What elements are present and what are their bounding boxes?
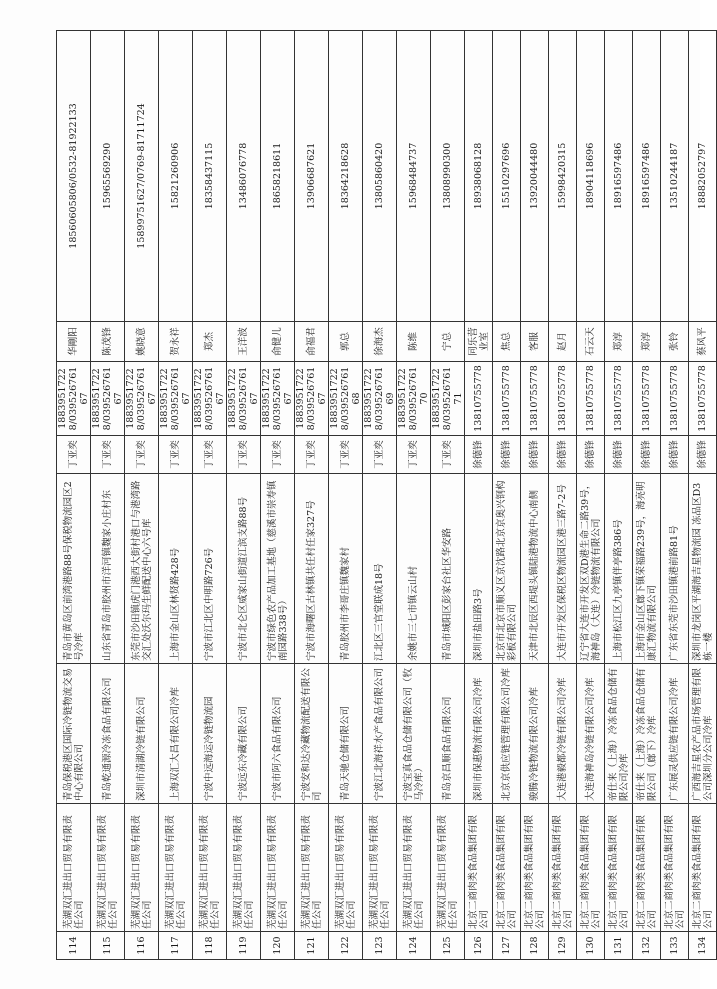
row-number-cell: 114 — [57, 932, 91, 960]
row-number-cell: 120 — [261, 932, 295, 960]
row-number-cell: 122 — [329, 932, 363, 960]
owner-contact-phone-cell: 13810755778 — [689, 362, 717, 436]
warehouse-name-cell: 宁波宝真食品仓储有限公司（牧马冷库） — [397, 664, 431, 804]
owner-contact-phone-cell: 18839517228/03952676167 — [193, 362, 227, 436]
owner-contact-name-cell: 徐德锋 — [661, 436, 689, 474]
row-number-cell: 130 — [577, 932, 605, 960]
owner-contact-phone-cell: 13810755778 — [605, 362, 633, 436]
client-company-cell: 芜湖双汇进出口贸易有限责任公司 — [431, 804, 465, 932]
warehouse-address-cell: 上海市松江区九亭镇伴亭路386号 — [605, 474, 633, 664]
owner-contact-name-cell: 徐德锋 — [605, 436, 633, 474]
table-row — [493, 31, 521, 960]
warehouse-name-cell: 大连港毅都冷链有限公司冷库 — [549, 664, 577, 804]
row-number-cell: 118 — [193, 932, 227, 960]
row-number-cell: 116 — [125, 932, 159, 960]
warehouse-contact-phone-cell: 18938068128 — [465, 31, 493, 322]
warehouse-contact-name-cell: 陈茂锋 — [91, 322, 125, 362]
warehouse-contact-name-cell: 客服 — [521, 322, 549, 362]
table-row — [465, 31, 493, 960]
client-company-cell: 芜湖双汇进出口贸易有限责任公司 — [125, 804, 159, 932]
warehouse-address-cell: 余姚市三七市镇云山村 — [397, 474, 431, 664]
client-company-cell: 芜湖双汇进出口贸易有限责任公司 — [261, 804, 295, 932]
warehouse-name-cell: 骏腾冷链物流有限公司冷库 — [521, 664, 549, 804]
warehouse-contact-phone-cell: 13808990300 — [431, 31, 465, 322]
warehouse-address-cell: 宁波市海曙区古林镇共任村任家327号 — [295, 474, 329, 664]
warehouse-contact-phone-cell: 15899751627/0769-81711724 — [125, 31, 159, 322]
owner-contact-name-cell: 丁亚奕 — [431, 436, 465, 474]
client-company-cell: 北京二商肉类食品集团有限公司 — [605, 804, 633, 932]
owner-contact-name-cell: 丁亚奕 — [57, 436, 91, 474]
client-company-cell: 北京二商肉类食品集团有限公司 — [521, 804, 549, 932]
row-number-cell: 125 — [431, 932, 465, 960]
row-number-cell: 117 — [159, 932, 193, 960]
client-company-cell: 芜湖双汇进出口贸易有限责任公司 — [193, 804, 227, 932]
warehouse-contact-phone-cell: 13510244187 — [661, 31, 689, 322]
owner-contact-name-cell: 徐德锋 — [521, 436, 549, 474]
client-company-cell: 北京二商肉类食品集团有限公司 — [689, 804, 717, 932]
table-row — [549, 31, 577, 960]
warehouse-name-cell: 宁波市阿六食品有限公司 — [261, 664, 295, 804]
owner-contact-phone-cell: 18839517228/03952676167 — [261, 362, 295, 436]
warehouse-address-cell: 天津市北辰区西堤头镇陆港物流中心南侧 — [521, 474, 549, 664]
client-company-cell: 北京二商肉类食品集团有限公司 — [633, 804, 661, 932]
warehouse-contact-name-cell: 焦总 — [493, 322, 521, 362]
warehouse-name-cell: 青岛天驰仓储有限公司 — [329, 664, 363, 804]
warehouse-address-cell: 大连市开发区保税区物流园区港三路7-2号 — [549, 474, 577, 664]
table-row — [689, 31, 717, 960]
table-row — [521, 31, 549, 960]
row-number-cell: 134 — [689, 932, 717, 960]
owner-contact-name-cell: 丁亚奕 — [397, 436, 431, 474]
warehouse-contact-name-cell: 宁总 — [431, 322, 465, 362]
warehouse-name-cell: 宁波江北海祥水产食品有限公司 — [363, 664, 397, 804]
table-row — [125, 31, 159, 960]
warehouse-address-cell: 上海市金山区林贤路428号 — [159, 474, 193, 664]
row-number-cell: 119 — [227, 932, 261, 960]
warehouse-address-cell: 辽宁省大连市开发区双D港生命二路39号，海神岛（大连）冷链物流有限公司 — [577, 474, 605, 664]
warehouse-contact-phone-cell: 15821260906 — [159, 31, 193, 322]
warehouse-contact-name-cell: 姚晓意 — [125, 322, 159, 362]
owner-contact-name-cell: 丁亚奕 — [329, 436, 363, 474]
warehouse-contact-phone-cell: 18904118696 — [577, 31, 605, 322]
warehouse-contact-name-cell: 俞福君 — [295, 322, 329, 362]
owner-contact-name-cell: 徐德锋 — [689, 436, 717, 474]
table-row — [227, 31, 261, 960]
warehouse-name-cell: 大连海神岛冷链有限公司冷库 — [577, 664, 605, 804]
table-row — [329, 31, 363, 960]
warehouse-name-cell: 宁波中远海运冷链物流园 — [193, 664, 227, 804]
client-company-cell: 芜湖双汇进出口贸易有限责任公司 — [57, 804, 91, 932]
warehouse-address-cell: 山东省青岛市胶州市洋河镇魏家小庄村东 — [91, 474, 125, 664]
warehouse-contact-name-cell: 华剛阳 — [57, 322, 91, 362]
owner-contact-name-cell: 丁亚奕 — [159, 436, 193, 474]
owner-contact-name-cell: 丁亚奕 — [91, 436, 125, 474]
table-row — [661, 31, 689, 960]
warehouse-address-cell: 东莞市沙田镇虎门港西大街村港口与港湾路交汇处沃尔玛生鲜配送中心六号库 — [125, 474, 159, 664]
table-row — [57, 31, 91, 960]
warehouse-address-cell: 上海市金山区廊下镇荣福路239号，海亮明康汇物流有限公司 — [633, 474, 661, 664]
warehouse-contact-phone-cell: 13920044480 — [521, 31, 549, 322]
warehouse-contact-phone-cell: 15968484737 — [397, 31, 431, 322]
client-company-cell: 芜湖双汇进出口贸易有限责任公司 — [295, 804, 329, 932]
owner-contact-name-cell: 丁亚奕 — [295, 436, 329, 474]
warehouse-contact-name-cell: 蔡风平 — [689, 322, 717, 362]
warehouse-contact-phone-cell: 18916597486 — [633, 31, 661, 322]
warehouse-name-cell: 青岛保税港区国际冷链物流交易中心有限公司 — [57, 664, 91, 804]
warehouse-address-cell: 青岛市城阳区彭家台社区华安路 — [431, 474, 465, 664]
warehouse-name-cell: 宁波远东冷藏有限公司 — [227, 664, 261, 804]
warehouse-name-cell: 帝仕来（上海）冷冻食品仓储有限公司（廊下）冷库 — [633, 664, 661, 804]
owner-contact-phone-cell: 13810755778 — [577, 362, 605, 436]
warehouse-address-cell: 北京市北京市顺义区京沈路北京京奥兴钢构彩板有限公司 — [493, 474, 521, 664]
owner-contact-phone-cell: 18839517228/03952676169 — [363, 362, 397, 436]
client-company-cell: 北京二商肉类食品集团有限公司 — [577, 804, 605, 932]
owner-contact-name-cell: 丁亚奕 — [125, 436, 159, 474]
table-body — [57, 31, 717, 960]
warehouse-name-cell: 北京京供应链管理有限公司冷库 — [493, 664, 521, 804]
owner-contact-phone-cell: 13810755778 — [549, 362, 577, 436]
warehouse-contact-phone-cell: 18560605806/0532-81922133 — [57, 31, 91, 322]
row-number-cell: 121 — [295, 932, 329, 960]
warehouse-address-cell: 广东省东莞市沙田镇港前路81号 — [661, 474, 689, 664]
owner-contact-phone-cell: 18839517228/03952676170 — [397, 362, 431, 436]
client-company-cell: 北京二商肉类食品集团有限公司 — [493, 804, 521, 932]
owner-contact-name-cell: 丁亚奕 — [227, 436, 261, 474]
warehouse-contact-name-cell: 俞健儿 — [261, 322, 295, 362]
warehouse-name-cell: 广东展灵供应链有限公司冷库 — [661, 664, 689, 804]
warehouse-contact-name-cell: 陈维 — [397, 322, 431, 362]
warehouse-address-cell: 青岛市黄岛区前湾港路88号保税物流园区2号冷库 — [57, 474, 91, 664]
client-company-cell: 北京二商肉类食品集团有限公司 — [465, 804, 493, 932]
owner-contact-phone-cell: 18839517228/03952676167 — [295, 362, 329, 436]
owner-contact-phone-cell: 18839517228/03952676167 — [57, 362, 91, 436]
table-row — [159, 31, 193, 960]
row-number-cell: 124 — [397, 932, 431, 960]
warehouse-table — [56, 30, 717, 960]
client-company-cell: 芜湖双汇进出口贸易有限责任公司 — [329, 804, 363, 932]
row-number-cell: 133 — [661, 932, 689, 960]
warehouse-contact-name-cell: 同乐营业室 — [465, 322, 493, 362]
owner-contact-phone-cell: 18839517228/03952676171 — [431, 362, 465, 436]
warehouse-address-cell: 宁波市江北区中明路726号 — [193, 474, 227, 664]
warehouse-name-cell: 上海双汇大昌有限公司冷库 — [159, 664, 193, 804]
row-number-cell: 127 — [493, 932, 521, 960]
warehouse-contact-name-cell: 张铃 — [661, 322, 689, 362]
warehouse-contact-name-cell: 王洋波 — [227, 322, 261, 362]
warehouse-contact-name-cell: 郑杰 — [193, 322, 227, 362]
table-row — [193, 31, 227, 960]
warehouse-name-cell: 深圳市保惠物流有限公司冷库 — [465, 664, 493, 804]
warehouse-contact-name-cell: 赵月 — [549, 322, 577, 362]
warehouse-contact-phone-cell: 13805860420 — [363, 31, 397, 322]
row-number-cell: 126 — [465, 932, 493, 960]
owner-contact-name-cell: 徐德锋 — [577, 436, 605, 474]
warehouse-address-cell: 宁波市北仑区威家山街道江滨支路88号 — [227, 474, 261, 664]
warehouse-contact-name-cell: 石云天 — [577, 322, 605, 362]
owner-contact-phone-cell: 13810755778 — [521, 362, 549, 436]
warehouse-name-cell: 宁波安和达冷藏物流配送有限公司 — [295, 664, 329, 804]
warehouse-contact-phone-cell: 13906687621 — [295, 31, 329, 322]
owner-contact-phone-cell: 13810755778 — [661, 362, 689, 436]
warehouse-address-cell: 深圳市龙岗区平湖海吉星物流园 冻品区D3栋一楼 — [689, 474, 717, 664]
client-company-cell: 北京二商肉类食品集团有限公司 — [549, 804, 577, 932]
row-number-cell: 123 — [363, 932, 397, 960]
warehouse-contact-name-cell: 郭总 — [329, 322, 363, 362]
client-company-cell: 芜湖双汇进出口贸易有限责任公司 — [159, 804, 193, 932]
owner-contact-name-cell: 徐德锋 — [493, 436, 521, 474]
warehouse-contact-name-cell: 贺永祥 — [159, 322, 193, 362]
warehouse-address-cell: 江北区三官堂联成18号 — [363, 474, 397, 664]
owner-contact-phone-cell: 18839517228/03952676167 — [227, 362, 261, 436]
warehouse-name-cell: 青岛京昌顺食品有限公司 — [431, 664, 465, 804]
warehouse-name-cell: 深圳市清湖冷链有限公司 — [125, 664, 159, 804]
table-row — [577, 31, 605, 960]
owner-contact-name-cell: 丁亚奕 — [363, 436, 397, 474]
owner-contact-name-cell: 徐德锋 — [633, 436, 661, 474]
warehouse-contact-phone-cell: 15965569290 — [91, 31, 125, 322]
row-number-cell: 129 — [549, 932, 577, 960]
warehouse-name-cell: 广西海吉星农产品市场管理有限公司深圳分公司冷库 — [689, 664, 717, 804]
client-company-cell: 芜湖双汇进出口贸易有限责任公司 — [91, 804, 125, 932]
table-row — [431, 31, 465, 960]
table-row — [605, 31, 633, 960]
row-number-cell: 128 — [521, 932, 549, 960]
client-company-cell: 芜湖双汇进出口贸易有限责任公司 — [363, 804, 397, 932]
warehouse-contact-phone-cell: 15998420315 — [549, 31, 577, 322]
warehouse-contact-name-cell: 徐海杰 — [363, 322, 397, 362]
table-row — [633, 31, 661, 960]
owner-contact-phone-cell: 13810755778 — [465, 362, 493, 436]
warehouse-name-cell: 帝仕来（上海）冷冻食品仓储有限公司冷库 — [605, 664, 633, 804]
owner-contact-name-cell: 丁亚奕 — [193, 436, 227, 474]
warehouse-address-cell: 青岛胶州市李哥庄镇魏家村 — [329, 474, 363, 664]
table-row — [397, 31, 431, 960]
row-number-cell: 132 — [633, 932, 661, 960]
owner-contact-phone-cell: 13810755778 — [633, 362, 661, 436]
warehouse-name-cell: 青岛乾通源冷冻食品有限公司 — [91, 664, 125, 804]
owner-contact-phone-cell: 18839517228/03952676167 — [91, 362, 125, 436]
table-row — [261, 31, 295, 960]
warehouse-contact-name-cell: 郑淳 — [633, 322, 661, 362]
client-company-cell: 芜湖双汇进出口贸易有限责任公司 — [397, 804, 431, 932]
warehouse-contact-phone-cell: 18658218611 — [261, 31, 295, 322]
owner-contact-phone-cell: 18839517228/03952676167 — [159, 362, 193, 436]
warehouse-contact-phone-cell: 13486076778 — [227, 31, 261, 322]
owner-contact-name-cell: 丁亚奕 — [261, 436, 295, 474]
table-row — [295, 31, 329, 960]
warehouse-contact-phone-cell: 18882052797 — [689, 31, 717, 322]
client-company-cell: 北京二商肉类食品集团有限公司 — [661, 804, 689, 932]
client-company-cell: 芜湖双汇进出口贸易有限责任公司 — [227, 804, 261, 932]
warehouse-contact-phone-cell: 18364218628 — [329, 31, 363, 322]
owner-contact-name-cell: 徐德锋 — [465, 436, 493, 474]
owner-contact-phone-cell: 13810755778 — [493, 362, 521, 436]
warehouse-contact-phone-cell: 15510297696 — [493, 31, 521, 322]
table-row — [363, 31, 397, 960]
warehouse-contact-name-cell: 郑淳 — [605, 322, 633, 362]
owner-contact-name-cell: 徐德锋 — [549, 436, 577, 474]
rotated-table-container — [56, 31, 714, 960]
warehouse-contact-phone-cell: 18358437115 — [193, 31, 227, 322]
row-number-cell: 131 — [605, 932, 633, 960]
warehouse-address-cell: 宁波市绿色农产品加工基地（慈溪市崇寿镇南园路338号） — [261, 474, 295, 664]
table-row — [91, 31, 125, 960]
warehouse-address-cell: 深圳市盐田路3号 — [465, 474, 493, 664]
owner-contact-phone-cell: 18839517228/03952676168 — [329, 362, 363, 436]
warehouse-contact-phone-cell: 18916597486 — [605, 31, 633, 322]
owner-contact-phone-cell: 18839517228/03952676167 — [125, 362, 159, 436]
row-number-cell: 115 — [91, 932, 125, 960]
